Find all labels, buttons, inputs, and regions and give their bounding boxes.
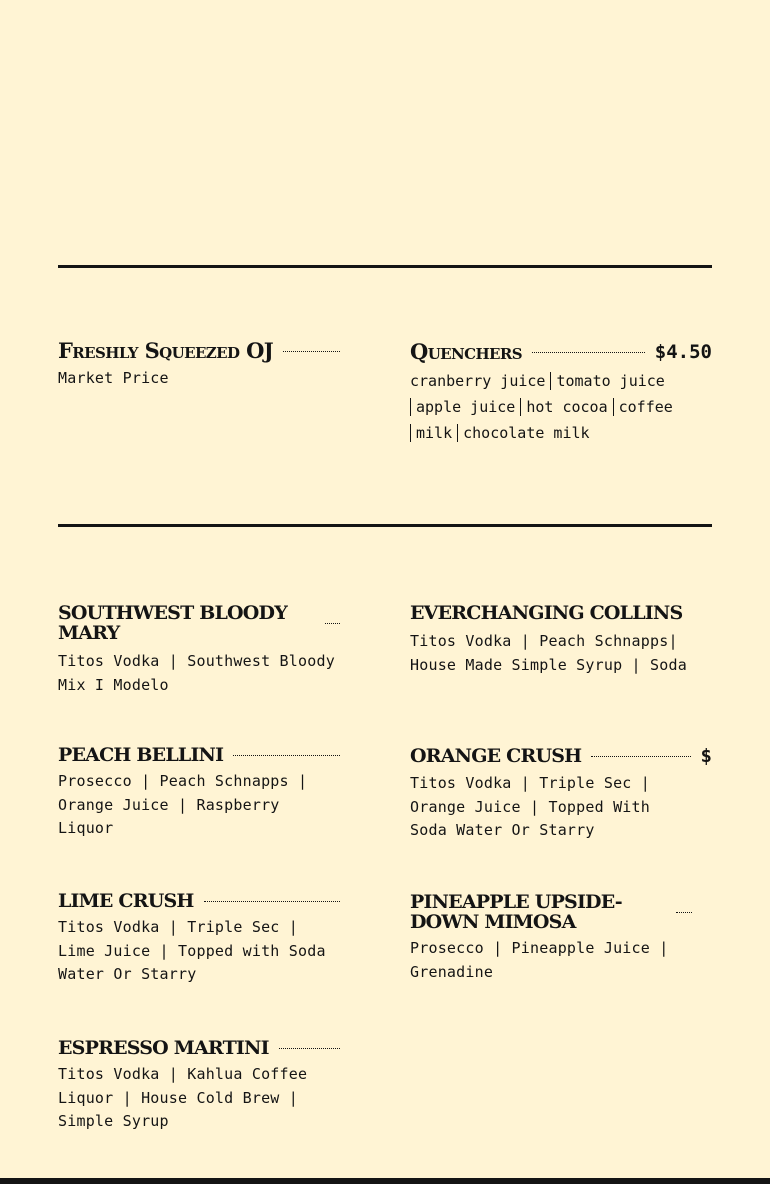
option-milk: milk (410, 424, 457, 442)
option-hot-cocoa: hot cocoa (520, 398, 612, 416)
dot-leader (204, 901, 340, 902)
dot-leader (325, 623, 340, 624)
menu-item-quenchers (410, 341, 712, 446)
dot-leader (676, 912, 692, 913)
menu-item-southwest-bloody-mary (58, 603, 358, 697)
option-coffee: coffee (613, 398, 678, 416)
item-name: EVERCHANGING COLLINS (410, 602, 683, 624)
item-description: Titos Vodka | Triple Sec | Lime Juice | Topped with Soda Water Or Starry (58, 918, 326, 983)
item-name: ESPRESSO MARTINI (58, 1037, 269, 1059)
divider-top (58, 265, 712, 268)
item-name: PINEAPPLE UPSIDE-DOWN MIMOSA (410, 891, 622, 933)
menu-item-pineapple-upside-down-mimosa (410, 892, 710, 984)
item-name: PEACH BELLINI (58, 744, 224, 766)
item-name: Freshly Squeezed OJ (58, 338, 274, 363)
item-description: Titos Vodka | Southwest Bloody Mix I Modelo (58, 652, 335, 694)
dot-leader (283, 351, 340, 352)
item-description: Market Price (58, 369, 169, 387)
option-tomato-juice: tomato juice (550, 372, 669, 390)
item-name: LIME CRUSH (58, 890, 194, 912)
item-description: Prosecco | Peach Schnapps | Orange Juice | Raspberry Liquor (58, 772, 308, 837)
menu-item-orange-crush (410, 745, 712, 843)
menu-item-lime-crush (58, 891, 358, 987)
item-name: Quenchers (410, 339, 522, 364)
item-price: $4.50 (654, 341, 712, 363)
item-description: Titos Vodka | Triple Sec | Orange Juice | Topped With Soda Water Or Starry (410, 774, 650, 839)
bottom-border (0, 1178, 770, 1184)
menu-item-peach-bellini (58, 745, 350, 841)
quenchers-options (410, 368, 712, 446)
menu-item-espresso-martini (58, 1038, 350, 1134)
item-name: SOUTHWEST BLOODY MARY (58, 602, 287, 644)
dot-leader (591, 756, 690, 757)
dot-leader (279, 1048, 340, 1049)
item-price: $ (700, 745, 712, 767)
menu-item-everchanging-collins (410, 603, 710, 677)
menu-item-oj (58, 338, 350, 391)
divider-middle (58, 524, 712, 527)
dot-leader (233, 755, 340, 756)
item-description: Prosecco | Pineapple Juice | Grenadine (410, 939, 669, 981)
dot-leader (532, 352, 645, 353)
item-description: Titos Vodka | Kahlua Coffee Liquor | House Cold Brew | Simple Syrup (58, 1065, 308, 1130)
option-cranberry-juice: cranberry juice (410, 372, 546, 390)
option-apple-juice: apple juice (410, 398, 520, 416)
item-name: ORANGE CRUSH (410, 745, 582, 767)
option-chocolate-milk: chocolate milk (457, 424, 594, 442)
item-description: Titos Vodka | Peach Schnapps| House Made Simple Syrup | Soda (410, 632, 687, 674)
